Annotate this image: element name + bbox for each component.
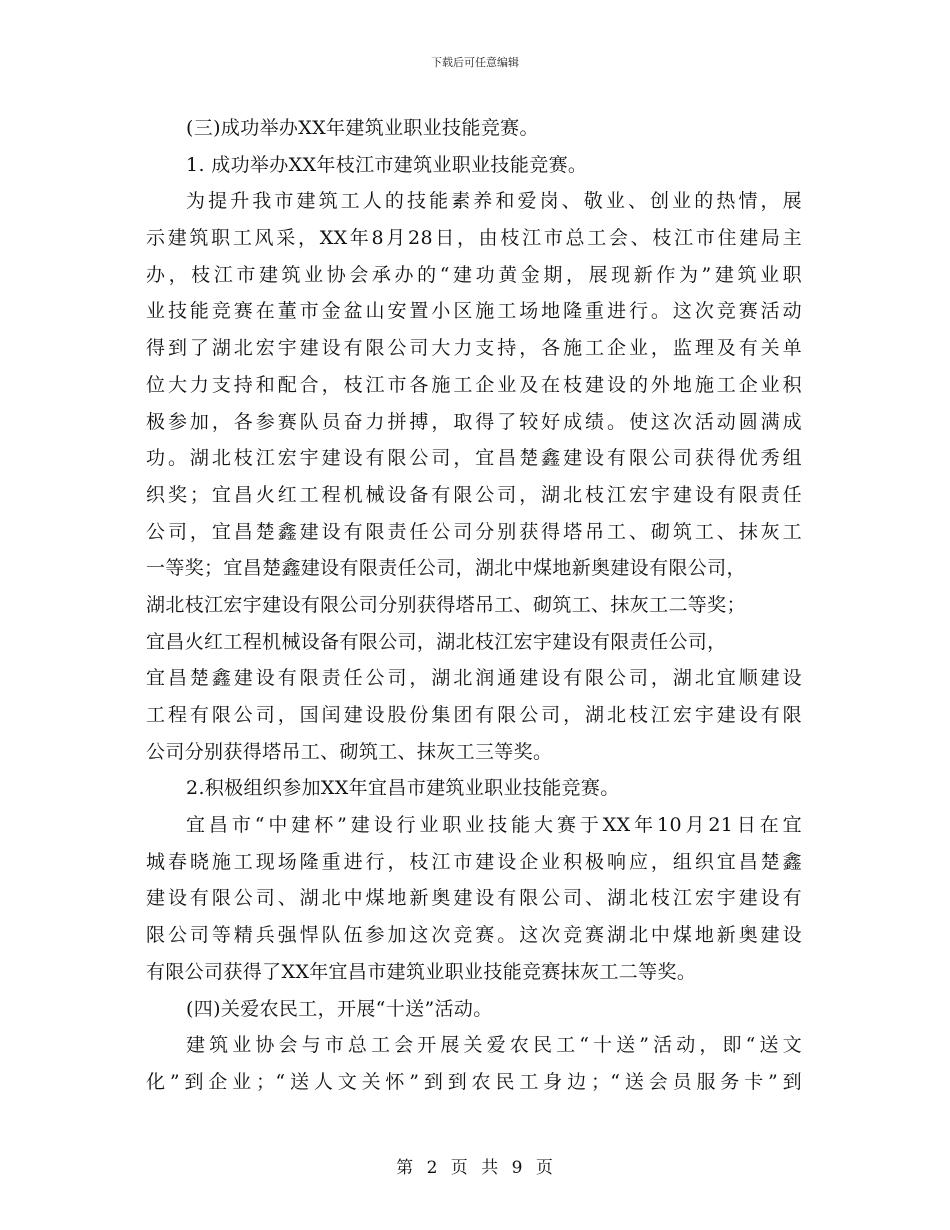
paragraph-line: 极参加，各参赛队员奋力拼搏，取得了较好成绩。使这次活动圆满成 bbox=[146, 410, 802, 433]
page-header-note: 下载后可任意编辑 bbox=[431, 56, 519, 69]
paragraph-line: 功。湖北枝江宏宇建设有限公司，宜昌楚鑫建设有限公司获得优秀组 bbox=[146, 447, 802, 470]
paragraph-line: 湖北枝江宏宇建设有限公司分别获得塔吊工、砌筑工、抹灰工二等奖； bbox=[146, 593, 746, 616]
paragraph-line: 示建筑职工风采，XX年8月28日，由枝江市总工会、枝江市住建局主 bbox=[146, 227, 802, 250]
footer-total-pages: 9 bbox=[511, 1158, 524, 1178]
footer-ye2: 页 bbox=[535, 1158, 554, 1178]
paragraph-line: 限公司等精兵强悍队伍参加这次竞赛。这次竞赛湖北中煤地新奥建设 bbox=[146, 924, 802, 947]
paragraph-line: 宜昌火红工程机械设备有限公司，湖北枝江宏宇建设有限责任公司， bbox=[146, 630, 727, 653]
section-heading-3: (三)成功举办XX年建筑业职业技能竞赛。 bbox=[186, 117, 539, 139]
footer-gong: 共 bbox=[481, 1158, 500, 1178]
paragraph-line: 公司分别获得塔吊工、砌筑工、抹灰工三等奖。 bbox=[146, 740, 553, 763]
paragraph-line: 有限公司获得了XX年宜昌市建筑业职业技能竞赛抹灰工二等奖。 bbox=[146, 960, 697, 983]
paragraph-line: 建设有限公司、湖北中煤地新奥建设有限公司、湖北枝江宏宇建设有 bbox=[146, 887, 802, 910]
paragraph-line: 办，枝江市建筑业协会承办的“建功黄金期，展现新作为”建筑业职 bbox=[146, 263, 802, 286]
paragraph-line: 宜昌楚鑫建设有限责任公司，湖北润通建设有限公司，湖北宜顺建设 bbox=[146, 667, 802, 690]
page-footer bbox=[0, 1153, 950, 1178]
footer-ye: 页 bbox=[450, 1158, 469, 1178]
subheading-1: 1. 成功举办XX年枝江市建筑业职业技能竞赛。 bbox=[186, 153, 588, 176]
paragraph-line: 织奖；宜昌火红工程机械设备有限公司，湖北枝江宏宇建设有限责任 bbox=[146, 483, 802, 506]
paragraph-line: 为提升我市建筑工人的技能素养和爱岗、敬业、创业的热情，展 bbox=[186, 190, 802, 213]
paragraph-line: 建筑业协会与市总工会开展关爱农民工“十送”活动，即“送文 bbox=[186, 1034, 802, 1057]
paragraph-line: 宜昌市“中建杯”建设行业职业技能大赛于XX年10月21日在宜 bbox=[186, 814, 802, 837]
footer-page-number: 2 bbox=[426, 1158, 439, 1178]
paragraph-line: 位大力支持和配合，枝江市各施工企业及在枝建设的外地施工企业积 bbox=[146, 373, 802, 396]
footer-di: 第 bbox=[396, 1158, 415, 1178]
paragraph-line: 得到了湖北宏宇建设有限公司大力支持，各施工企业，监理及有关单 bbox=[146, 337, 802, 360]
paragraph-line: 化”到企业；“送人文关怀”到到农民工身边；“送会员服务卡”到 bbox=[146, 1070, 802, 1093]
document-body bbox=[146, 110, 802, 1101]
subheading-2: 2.积极组织参加XX年宜昌市建筑业职业技能竞赛。 bbox=[186, 777, 620, 800]
paragraph-line: 业技能竞赛在董市金盆山安置小区施工场地隆重进行。这次竞赛活动 bbox=[146, 300, 802, 323]
paragraph-line: 公司，宜昌楚鑫建设有限责任公司分别获得塔吊工、砌筑工、抹灰工 bbox=[146, 520, 802, 543]
paragraph-line: 一等奖；宜昌楚鑫建设有限责任公司，湖北中煤地新奥建设有限公司， bbox=[146, 557, 746, 580]
paragraph-line: 工程有限公司，国闰建设股份集团有限公司，湖北枝江宏宇建设有限 bbox=[146, 704, 802, 726]
section-heading-4: (四)关爱农民工，开展“十送”活动。 bbox=[186, 997, 493, 1020]
paragraph-line: 城春晓施工现场隆重进行，枝江市建设企业积极响应，组织宜昌楚鑫 bbox=[146, 850, 802, 873]
